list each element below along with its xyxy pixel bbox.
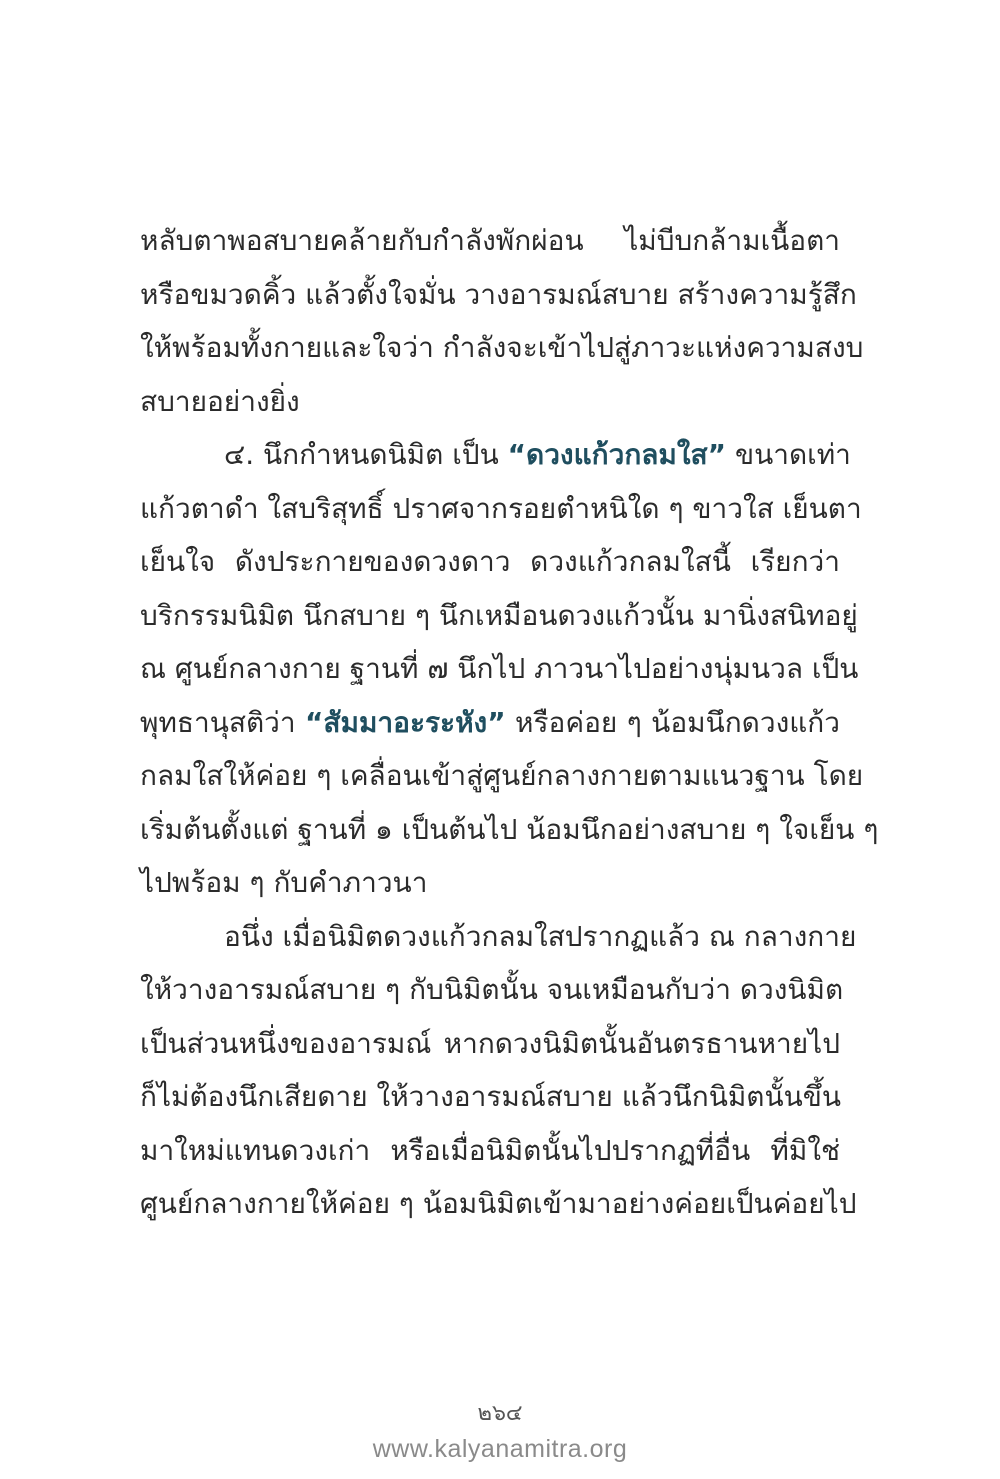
highlighted-phrase: “สัมมาอะระหัง”: [305, 705, 506, 739]
text-segment: หรือค่อย ๆ น้อมนึกดวงแก้ว: [505, 705, 840, 739]
text-line: แก้วตาดำ ใสบริสุทธิ์ ปราศจากรอยตำหนิใด ๆ ขาวใส เย็นตา: [140, 491, 862, 525]
website-url: www.kalyanamitra.org: [372, 1435, 628, 1463]
text-line: บริกรรมนิมิต นึกสบาย ๆ นึกเหมือนดวงแก้วนั้น มานิ่งสนิทอยู่: [140, 598, 858, 632]
text-line: อนึ่ง เมื่อนิมิตดวงแก้วกลมใสปรากฏแล้ว ณ กลางกาย: [224, 919, 857, 953]
text-line: ศูนย์กลางกายให้ค่อย ๆ น้อมนิมิตเข้ามาอย่างค่อยเป็นค่อยไป: [140, 1187, 857, 1220]
text-line: ณ ศูนย์กลางกาย ฐานที่ ๗ นึกไป ภาวนาไปอย่างนุ่มนวล เป็น: [140, 652, 859, 685]
text-line: หลับตาพอสบายคล้ายกับกำลังพักผ่อน ไม่บีบกล้ามเนื้อตา: [140, 224, 840, 257]
text-segment: ๔. นึกกำหนดนิมิต เป็น: [224, 438, 508, 471]
text-line: [140, 696, 840, 750]
text-line: เริ่มต้นตั้งแต่ ฐานที่ ๑ เป็นต้นไป น้อมนึกอย่างสบาย ๆ ใจเย็น ๆ: [140, 812, 879, 846]
highlighted-phrase: “ดวงแก้วกลมใส”: [507, 438, 727, 471]
text-line: สบายอย่างยิ่ง: [140, 384, 300, 418]
text-line: ก็ไม่ต้องนึกเสียดาย ให้วางอารมณ์สบาย แล้วนึกนิมิตนั้นขึ้น: [140, 1080, 842, 1113]
text-line: [140, 428, 851, 482]
text-line: หรือขมวดคิ้ว แล้วตั้งใจมั่น วางอารมณ์สบาย สร้างความรู้สึก: [140, 277, 857, 311]
text-line: มาใหม่แทนดวงเก่า หรือเมื่อนิมิตนั้นไปปรากฏที่อื่น ที่มิใช่: [140, 1133, 840, 1167]
body-text: [140, 214, 879, 1231]
text-segment: พุทธานุสติว่า: [140, 705, 306, 739]
text-line: เย็นใจ ดังประกายของดวงดาว ดวงแก้วกลมใสนี้ เรียกว่า: [140, 545, 840, 578]
text-line: ให้พร้อมทั้งกายและใจว่า กำลังจะเข้าไปสู่ภาวะแห่งความสงบ: [140, 331, 864, 364]
page-number: ๒๖๔: [477, 1401, 523, 1426]
text-line: เป็นส่วนหนึ่งของอารมณ์ หากดวงนิมิตนั้นอันตรธานหายไป: [140, 1026, 840, 1060]
text-segment: ขนาดเท่า: [726, 438, 851, 471]
text-line: ไปพร้อม ๆ กับคำภาวนา: [140, 866, 428, 899]
text-line: กลมใสให้ค่อย ๆ เคลื่อนเข้าสู่ศูนย์กลางกายตามแนวฐาน โดย: [140, 759, 864, 792]
text-line: ให้วางอารมณ์สบาย ๆ กับนิมิตนั้น จนเหมือนกับว่า ดวงนิมิต: [140, 973, 844, 1006]
